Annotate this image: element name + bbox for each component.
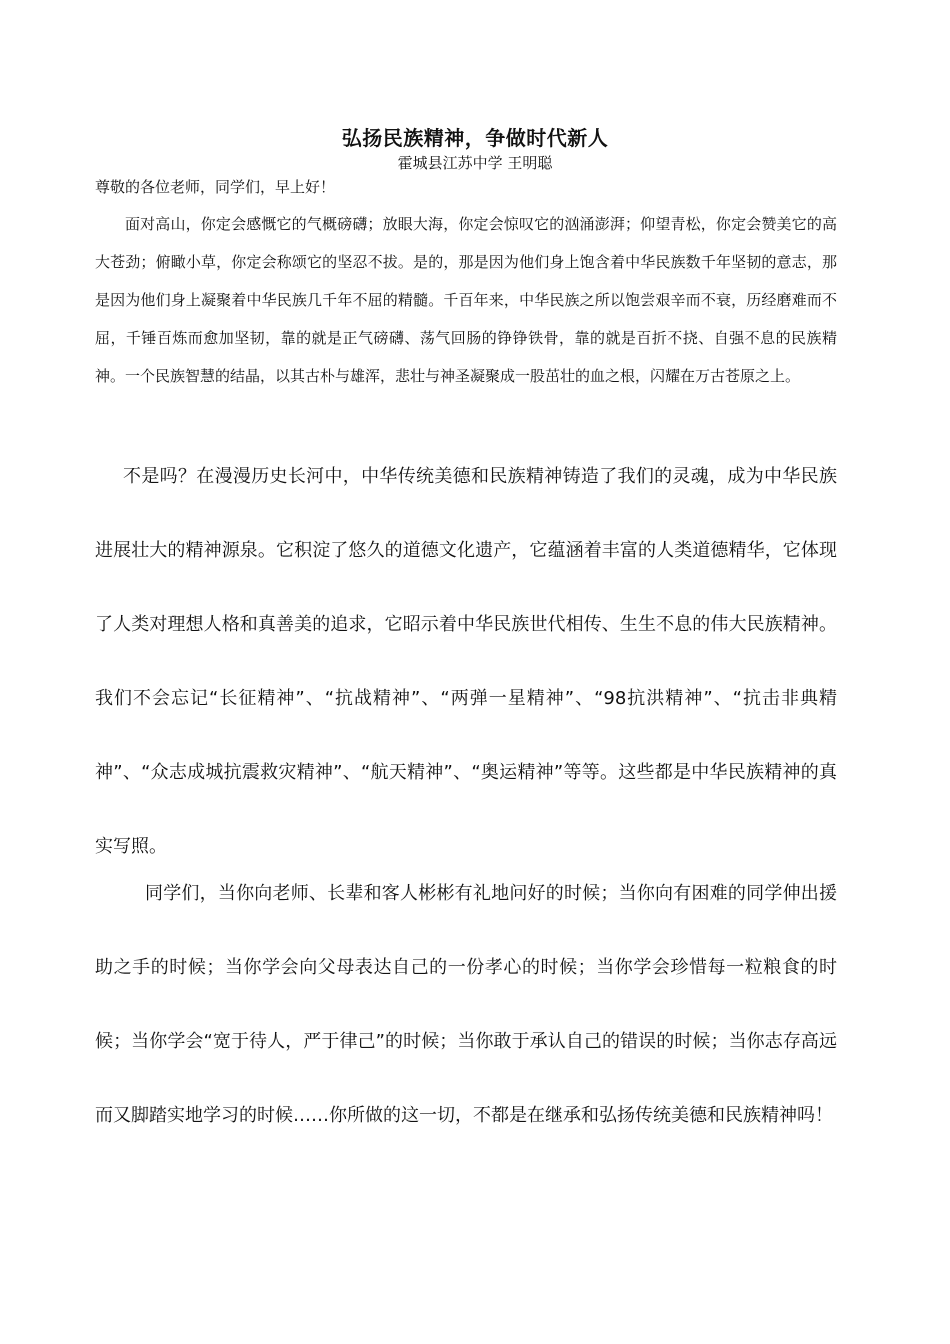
paragraph-3: 同学们，当你向老师、长辈和客人彬彬有礼地问好的时候；当你向有困难的同学伸出援助之手的时候；当你学会向父母表达自己的一份孝心的时候；当你学会珍惜每一粒粮食的时候；当你学会“宽于待人，严于律己”的时候；当你敢于承认自己的错误的时候；当你志存高远而又脚踏实地学习的时候……你所做的这一切，不都是在继承和弘扬传统美德和民族精神吗！ xyxy=(95,883,837,1126)
document-title: 弘扬民族精神，争做时代新人 xyxy=(341,126,609,150)
author-byline: 霍城县江苏中学 王明聪 xyxy=(397,154,553,172)
paragraph-2: 不是吗？在漫漫历史长河中，中华传统美德和民族精神铸造了我们的灵魂，成为中华民族进展壮大的精神源泉。它积淀了悠久的道德文化遗产，它蕴涵着丰富的人类道德精华，它体现了人类对理想人格和真善美的追求，它昭示着中华民族世代相传、生生不息的伟大民族精神。我们不会忘记“长征精神”、“抗战精神”、“两弹一星精神”、“98抗洪精神”、“抗击非典精神”、“众志成城抗震救灾精神”、“航天精神”、“奥运精神”等等。这些都是中华民族精神的真实写照。 xyxy=(95,466,837,857)
greeting-line: 尊敬的各位老师，同学们，早上好！ xyxy=(95,178,336,196)
paragraph-1: 面对高山，你定会感慨它的气概磅礴；放眼大海，你定会惊叹它的汹涌澎湃；仰望青松，你定会赞美它的高大苍劲；俯瞰小草，你定会称颂它的坚忍不拔。是的，那是因为他们身上饱含着中华民族数千年坚韧的意志，那是因为他们身上凝聚着中华民族几千年不屈的精髓。千百年来，中华民族之所以饱尝艰辛而不衰，历经磨难而不屈，千锤百炼而愈加坚韧，靠的就是正气磅礴、荡气回肠的铮铮铁骨，靠的就是百折不挠、自强不息的民族精神。一个民族智慧的结晶，以其古朴与雄浑，悲壮与神圣凝聚成一股茁壮的血之根，闪耀在万古苍原之上。 xyxy=(95,215,837,385)
